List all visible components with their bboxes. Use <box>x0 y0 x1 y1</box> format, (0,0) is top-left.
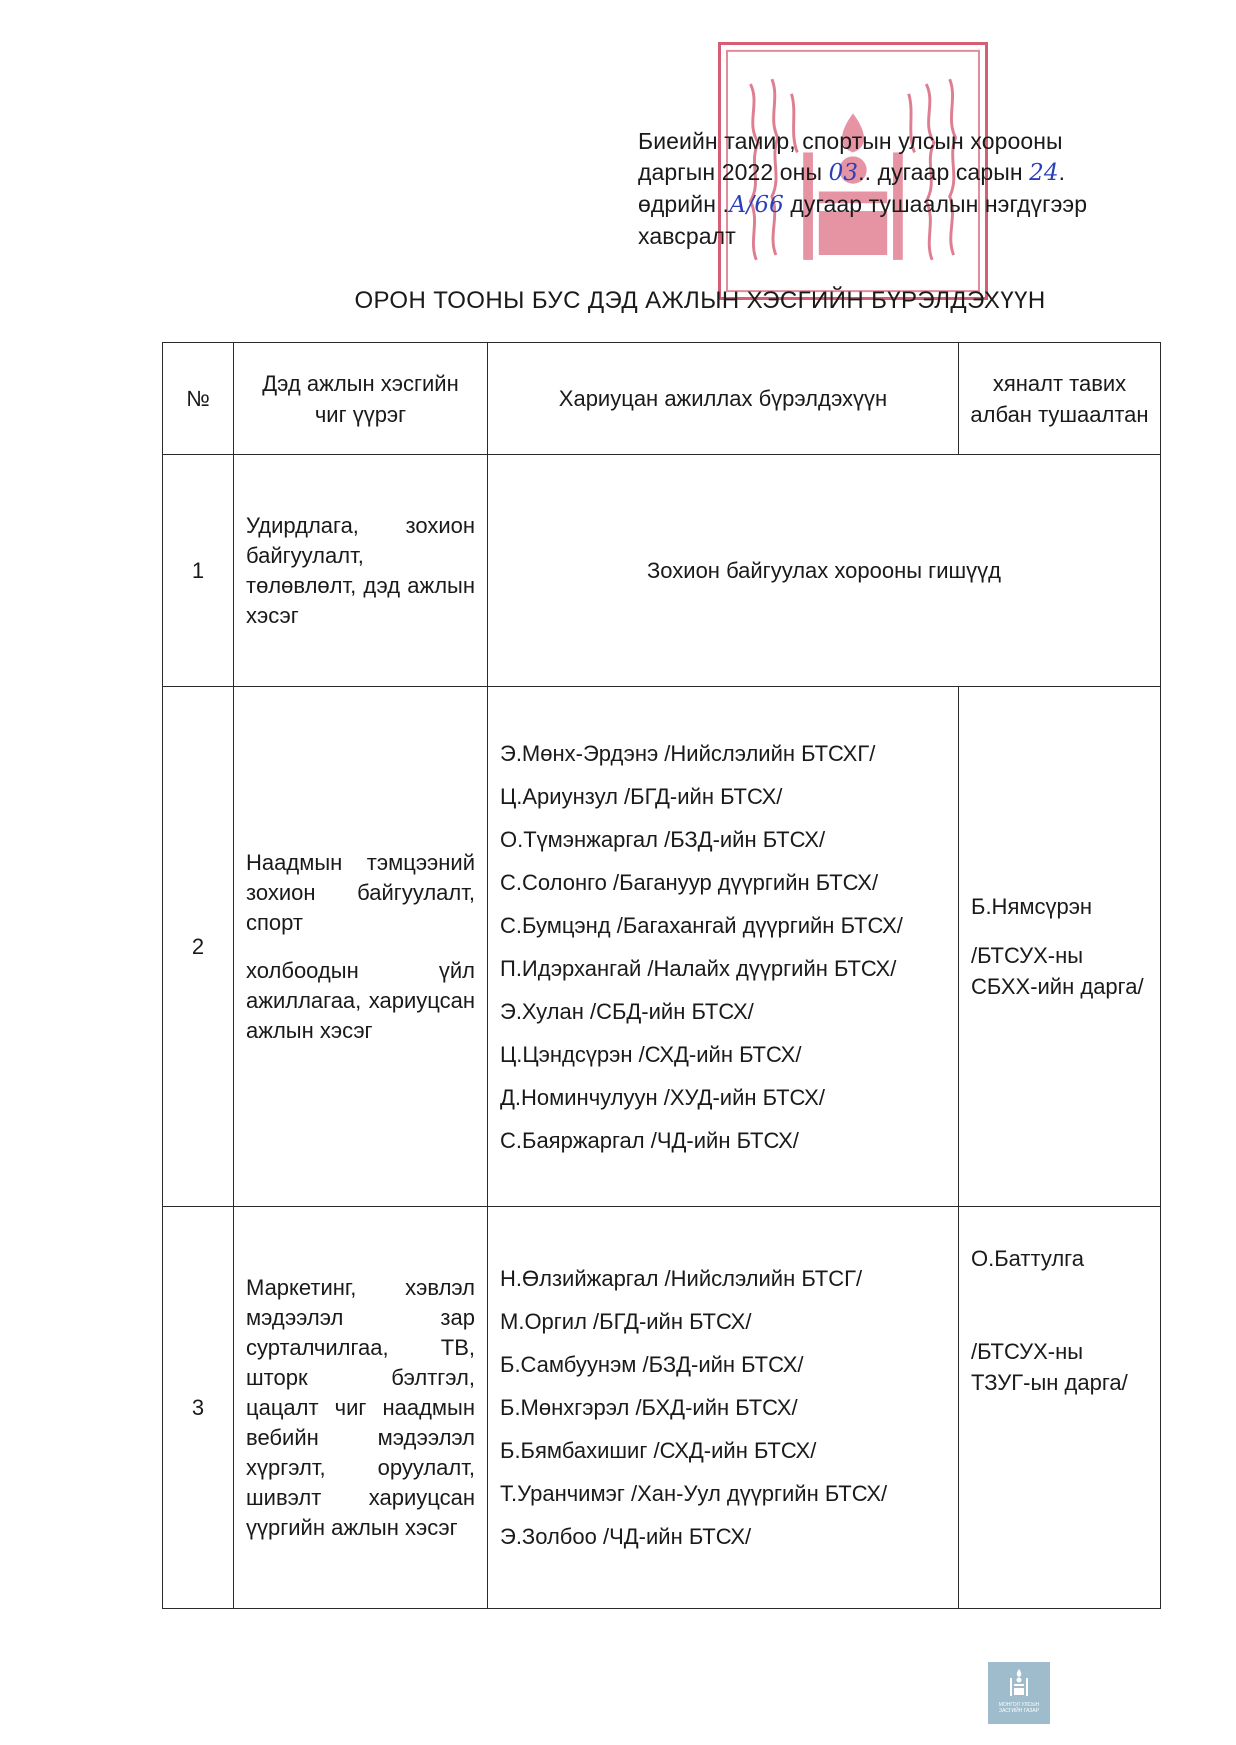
member-item: Э.Хулан /СБД-ийн БТСХ/ <box>500 998 754 1024</box>
member-item: С.Солонго /Багануур дүүргийн БТСХ/ <box>500 869 879 895</box>
government-logo-text: МОНГОЛ УЛСЫН ЗАСГИЙН ГАЗАР <box>998 1702 1040 1714</box>
attachment-note-line-1: Биеийн тамир, спортын улсын хорооны <box>638 128 1063 154</box>
member-item: Н.Өлзийжаргал /Нийслэлийн БТСГ/ <box>500 1266 863 1291</box>
member-item: О.Түмэнжаргал /БЗД-ийн БТСХ/ <box>500 826 826 852</box>
member-item: Б.Мөнхгэрэл /БХД-ийн БТСХ/ <box>500 1395 798 1420</box>
row-function <box>234 687 488 1207</box>
handwritten-month: 03 <box>828 160 859 186</box>
function-text: холбоодын үйл ажиллагаа, хариуцсан ажлын хэсэг <box>246 957 475 1043</box>
row-members-merged: Зохион байгуулах хорооны гишүүд <box>488 455 1161 687</box>
table-row <box>163 455 1161 687</box>
soyombo-icon <box>1007 1668 1031 1698</box>
government-logo <box>988 1662 1050 1724</box>
table-row <box>163 1207 1161 1609</box>
member-item: Б.Бямбахишиг /СХД-ийн БТСХ/ <box>500 1438 817 1463</box>
composition-table <box>162 342 1161 1609</box>
member-item: Ц.Ариунзул /БГД-ийн БТСХ/ <box>500 783 783 809</box>
member-item: Э.Золбоо /ЧД-ийн БТСХ/ <box>500 1524 752 1549</box>
function-text: Удирдлага, зохион байгуулалт, төлөвлөлт, дэд ажлын хэсэг <box>246 512 475 628</box>
supervisor-position: /БТСУХ-ны ТЗУГ-ын дарга/ <box>971 1339 1128 1395</box>
document-title: ОРОН ТООНЫ БУС ДЭД АЖЛЫН ХЭСГИЙН БҮРЭЛДЭХҮҮН <box>354 287 1046 314</box>
header-members: Хариуцан ажиллах бүрэлдэхүүн <box>488 343 959 455</box>
attachment-note-line-2: даргын 2022 оны 03.. дугаар сарын 24. <box>638 159 1066 186</box>
row-function <box>234 1207 488 1609</box>
row-supervisor <box>959 687 1161 1207</box>
header-function: Дэд ажлын хэсгийн чиг үүрэг <box>234 343 488 455</box>
member-item: П.Идэрхангай /Налайх дүүргийн БТСХ/ <box>500 955 897 981</box>
row-members <box>488 687 959 1207</box>
handwritten-order-number: А/66 <box>729 192 784 218</box>
attachment-note <box>638 126 1108 252</box>
supervisor-name: О.Баттулга <box>971 1246 1084 1271</box>
member-item: С.Бумцэнд /Багахангай дүүргийн БТСХ/ <box>500 912 903 938</box>
function-text: Наадмын тэмцээний зохион байгуулалт, спорт <box>246 849 475 935</box>
row-number: 2 <box>163 687 234 1207</box>
row-supervisor <box>959 1207 1161 1609</box>
row-number: 3 <box>163 1207 234 1609</box>
row-members <box>488 1207 959 1609</box>
function-text: Маркетинг, хэвлэл мэдээлэл зар сурталчилгаа, ТВ, шторк бэлтгэл, цацалт чиг наадмын вебийн мэдээлэл хүргэлт, оруулалт, шивэлт хариуцсан үүргийн ажлын хэсэг <box>246 1274 475 1540</box>
attachment-note-line-4: хавсралт <box>638 223 736 249</box>
member-item: Т.Уранчимэг /Хан-Уул дүүргийн БТСХ/ <box>500 1481 888 1506</box>
attachment-note-line-3: өдрийн .А/66 дугаар тушаалын нэгдүгээр <box>638 191 1088 218</box>
member-item: Э.Мөнх-Эрдэнэ /Нийслэлийн БТСХГ/ <box>500 740 876 766</box>
header-supervisor: хяналт тавих албан тушаалтан <box>959 343 1161 455</box>
row-number: 1 <box>163 455 234 687</box>
table-header-row <box>163 343 1161 455</box>
member-item: Д.Номинчулуун /ХУД-ийн БТСХ/ <box>500 1084 825 1110</box>
row-function <box>234 455 488 687</box>
handwritten-day: 24 <box>1029 160 1059 186</box>
header-number: № <box>163 343 234 455</box>
member-item: Б.Самбуунэм /БЗД-ийн БТСХ/ <box>500 1352 804 1377</box>
member-item: Ц.Цэндсүрэн /СХД-ийн БТСХ/ <box>500 1041 802 1067</box>
supervisor-name: Б.Нямсүрэн <box>971 894 1093 919</box>
member-item: М.Оргил /БГД-ийн БТСХ/ <box>500 1309 752 1334</box>
member-item: С.Баяржаргал /ЧД-ийн БТСХ/ <box>500 1127 799 1153</box>
supervisor-position: /БТСУХ-ны СБХХ-ийн дарга/ <box>971 943 1144 999</box>
table-row <box>163 687 1161 1207</box>
